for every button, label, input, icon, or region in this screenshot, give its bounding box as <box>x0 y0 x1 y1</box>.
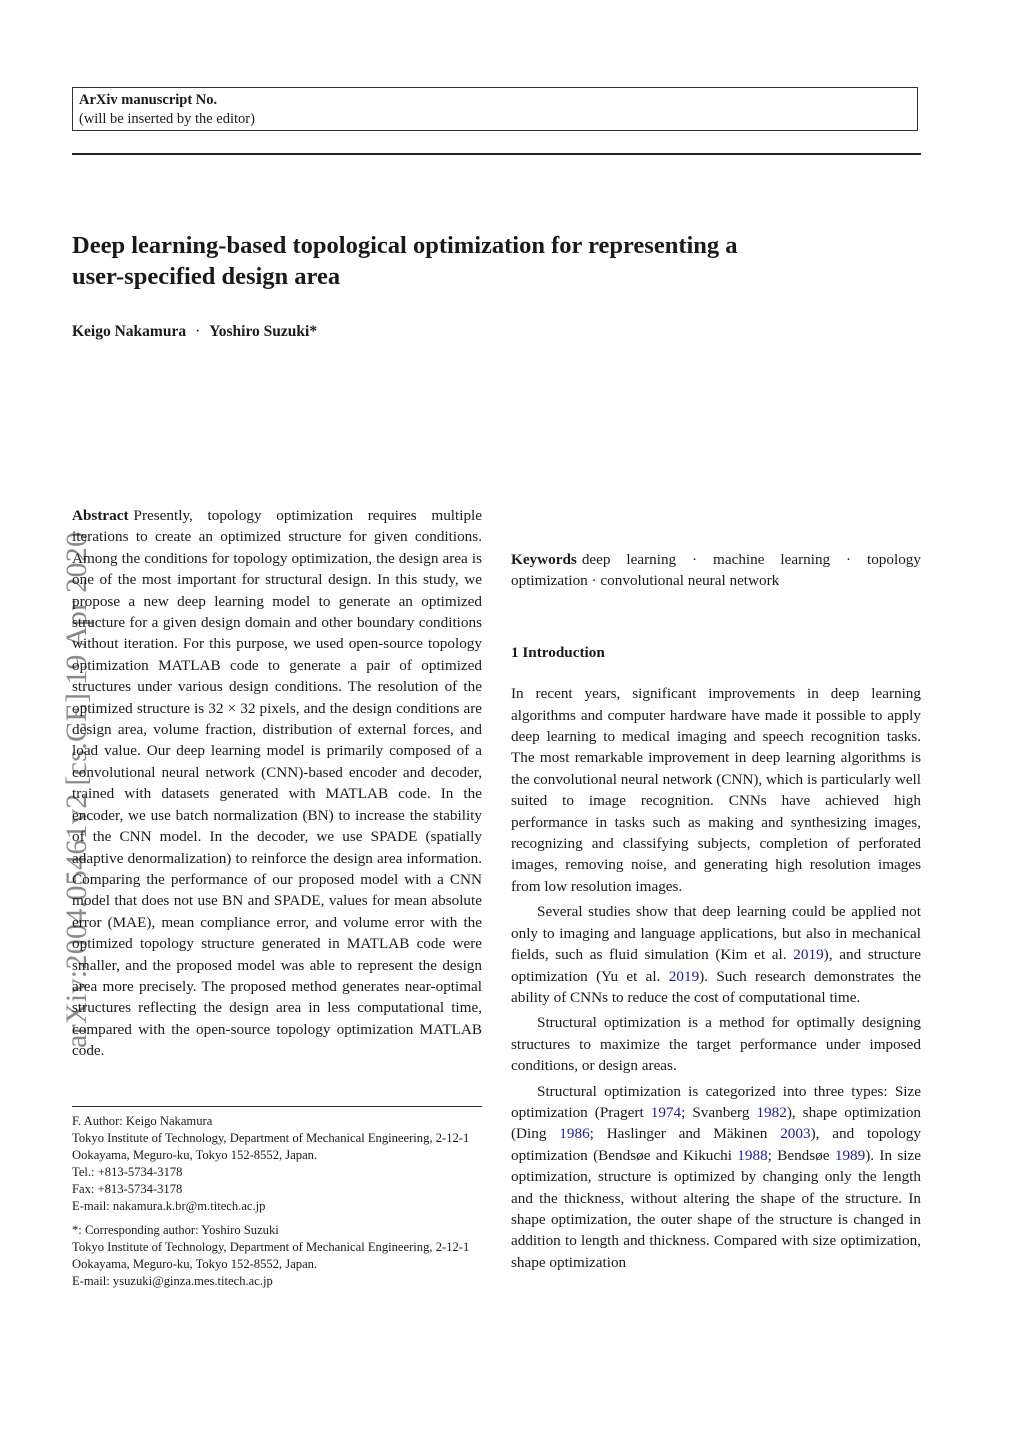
intro-p2-text-c: ). Such research demonstrates the ability of CNNs to reduce the cost of computational time. <box>511 967 922 1006</box>
footnote-email-1: E-mail: nakamura.k.br@m.titech.ac.jp <box>72 1199 266 1213</box>
intro-p4-text-c: ), shape optimization (Ding <box>511 1103 922 1143</box>
footnote-affiliation-2: Tokyo Institute of Technology, Department of Mechanical Engineering, 2-12-1 Ookayama, Meguro-ku, Tokyo 152-8552, Japan. <box>72 1240 470 1271</box>
section-heading-introduction: 1 Introduction <box>511 643 605 661</box>
citation-link[interactable]: 1988 <box>737 1146 768 1164</box>
footnote-affiliation-1: Tokyo Institute of Technology, Department of Mechanical Engineering, 2-12-1 Ookayama, Meguro-ku, Tokyo 152-8552, Japan. <box>72 1131 470 1162</box>
intro-p2-text-b: ), and structure optimization (Yu et al. <box>511 946 922 985</box>
intro-p4-text-d: ; Haslinger and Mäkinen <box>589 1125 768 1143</box>
intro-paragraph-1: In recent years, significant improvements in deep learning algorithms and computer hardware have made it possible to apply deep learning to medical imaging and speech recognition tasks. The most remarkable improvement in deep learning algorithms is the convolutional neural network (CNN), which is particularly well suited to image recognition. CNNs have achieved high performance in tasks such as making and synthesizing images, recognizing and classifying subjects, completion of perforated images, removing noise, and generating high resolution images from low resolution images. <box>511 685 921 895</box>
citation-link[interactable]: 1974 <box>650 1103 682 1121</box>
intro-paragraph-4 <box>511 1081 921 1274</box>
footnote-rule <box>72 1106 482 1107</box>
citation-link[interactable]: 2019 <box>793 946 824 964</box>
author-list <box>72 323 317 341</box>
author-2: Yoshiro Suzuki* <box>209 323 318 340</box>
intro-paragraph-3: Structural optimization is a method for optimally designing structures to maximize the target performance under imposed conditions, or design areas. <box>511 1014 921 1075</box>
manuscript-header-box <box>72 87 918 131</box>
paper-title <box>72 230 932 292</box>
abstract-column <box>72 505 482 1062</box>
author-1: Keigo Nakamura <box>72 323 187 340</box>
right-column <box>511 505 921 1273</box>
intro-p4-text-b: ; Svanberg <box>681 1103 750 1121</box>
citation-link[interactable]: 1982 <box>756 1103 787 1121</box>
intro-p4-text-e: ), and topology optimization (Bendsøe and Kikuchi <box>511 1125 922 1164</box>
intro-p4-text-g: ). In size optimization, structure is optimized by changing only the length and the thickness, without altering the shape of the structure. In shape optimization, the outer shape of the structure is changed in addition to length and thickness. Compared with size optimization, shape optimization <box>511 1146 922 1271</box>
citation-link[interactable]: 2019 <box>668 967 700 985</box>
intro-p2-text-a: Several studies show that deep learning could be applied not only to imaging and language applications, but also in mechanical fields, such as fluid simulation (Kim et al. <box>511 903 921 964</box>
header-rule <box>72 153 921 155</box>
abstract-label: Abstract <box>72 507 129 524</box>
abstract <box>72 505 482 1062</box>
title-line-2: user-specified design area <box>72 263 341 290</box>
footnote-author-1: F. Author: Keigo Nakamura <box>72 1114 213 1128</box>
intro-p4-text-a: Structural optimization is categorized into three types: Size optimization (Pragert <box>511 1082 921 1121</box>
intro-p4-text-f: ; Bendsøe <box>767 1146 830 1164</box>
footnotes <box>72 1113 482 1290</box>
citation-link[interactable]: 2003 <box>780 1125 811 1143</box>
footnote-author-2: *: Corresponding author: Yoshiro Suzuki <box>72 1223 279 1237</box>
keywords <box>511 549 921 592</box>
footnote-email-2: E-mail: ysuzuki@ginza.mes.titech.ac.jp <box>72 1274 273 1288</box>
editor-note: (will be inserted by the editor) <box>79 111 255 127</box>
author-separator: · <box>195 323 201 340</box>
citation-link[interactable]: 1989 <box>834 1146 866 1164</box>
keywords-text: deep learning · machine learning · topology optimization · convolutional neural network <box>511 551 921 590</box>
footnote-fax: Fax: +813-5734-3178 <box>72 1182 183 1196</box>
citation-link[interactable]: 1986 <box>559 1125 590 1143</box>
keywords-label: Keywords <box>511 551 577 568</box>
arxiv-identifier: arXiv:2004.05461v2 [cs.CE] 19 Apr 2020 <box>60 531 93 1048</box>
intro-paragraph-2 <box>511 901 921 1008</box>
abstract-text: Presently, topology optimization requires multiple iterations to create an optimized structure for given conditions. Among the conditions for topology optimization, the design area is one of the most important for structural design. In this study, we propose a new deep learning model to generate an optimized structure for a given design domain and other boundary conditions without iteration. For this purpose, we used open-source topology optimization MATLAB code to generate a pair of optimized structures under various design conditions. The resolution of the optimized structure is 32 × 32 pixels, and the design conditions are design area, volume fraction, distribution of external forces, and load value. Our deep learning model is primarily composed of a convolutional neural network (CNN)-based encoder and decoder, trained with datasets generated with MATLAB code. In the encoder, we use batch normalization (BN) to increase the stability of the CNN model. In the decoder, we use SPADE (spatially adaptive denormalization) to reinforce the design area information. Comparing the performance of our proposed model with a CNN model that does not use BN and SPADE, values for mean absolute error (MAE), mean compliance error, and volume error with the optimized topology structure generated in MATLAB code were smaller, and the proposed model was able to represent the design area more precisely. The proposed method generates near-optimal structures reflecting the design area in less computational time, compared with the open-source topology optimization MATLAB code. <box>72 507 482 1060</box>
title-line-1: Deep learning-based topological optimization for representing a <box>72 232 738 259</box>
footnote-tel: Tel.: +813-5734-3178 <box>72 1165 183 1179</box>
manuscript-label: ArXiv manuscript No. <box>79 92 218 108</box>
